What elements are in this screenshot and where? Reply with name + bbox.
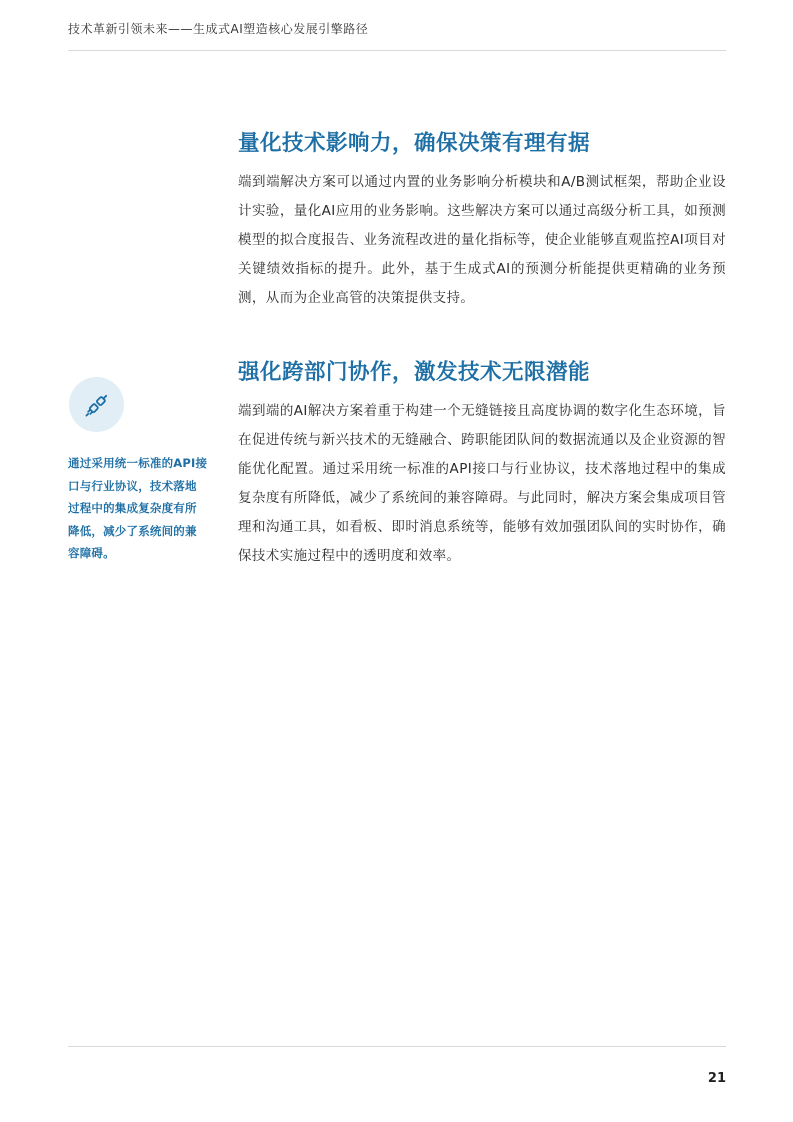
sidebar-callout: 通过采用统一标准的API接口与行业协议，技术落地过程中的集成复杂度有所降低，减少了系统间的兼容障碍。	[68, 456, 208, 560]
plug-connector-icon	[69, 377, 124, 432]
section-title-quantify: 量化技术影响力，确保决策有理有据	[238, 131, 591, 156]
running-header: 技术革新引领未来——生成式AI塑造核心发展引擎路径	[68, 22, 369, 36]
page-number: 21	[707, 1071, 726, 1086]
plug-connector-glyph	[80, 388, 114, 422]
section-body-quantify: 端到端解决方案可以通过内置的业务影响分析模块和A/B测试框架，帮助企业设计实验，量化AI应用的业务影响。这些解决方案可以通过高级分析工具，如预测模型的拟合度报告、业务流程改进的量化指标等，使企业能够直观监控AI项目对关键绩效指标的提升。此外，基于生成式AI的预测分析能提供更精确的业务预测，从而为企业高管的决策提供支持。	[238, 174, 726, 306]
section-body-collaboration: 端到端的AI解决方案着重于构建一个无缝链接且高度协调的数字化生态环境，旨在促进传统与新兴技术的无缝融合、跨职能团队间的数据流通以及企业资源的智能优化配置。通过采用统一标准的API接口与行业协议，技术落地过程中的集成复杂度有所降低，减少了系统间的兼容障碍。与此同时，解决方案会集成项目管理和沟通工具，如看板、即时消息系统等，能够有效加强团队间的实时协作，确保技术实施过程中的透明度和效率。	[238, 403, 726, 564]
header-rule	[68, 50, 726, 51]
footer-rule	[68, 1046, 726, 1047]
section-title-collaboration: 强化跨部门协作，激发技术无限潜能	[238, 360, 591, 385]
